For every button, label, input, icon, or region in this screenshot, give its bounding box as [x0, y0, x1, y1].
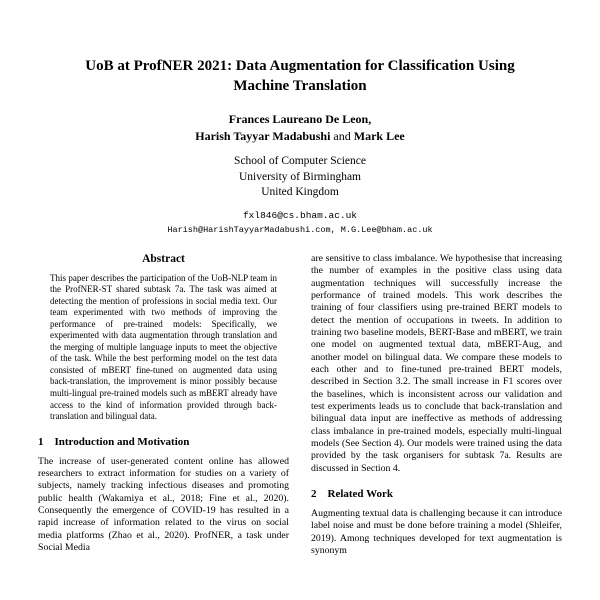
paper-title: UoB at ProfNER 2021: Data Augmentation for Classification Using Machine Translation — [85, 58, 515, 95]
section-1-number: 1 — [38, 435, 44, 448]
email-block — [38, 210, 562, 235]
section-1-title: Introduction and Motivation — [54, 435, 190, 448]
author-line-1: Frances Laureano De Leon, — [228, 111, 372, 126]
introduction-paragraph: The increase of user-generated content online has allowed researchers to extract information for studies on a variety of subjects, namely tracking infectious diseases and promoting public health (Wakamiya et al., 2018; Fine et al., 2020). Consequently the emergence of COVID-19 has resulted in a rapid increase of information related to the virus on social media platforms (Zhao et al., 2020). ProfNER, a task under Social Media — [38, 455, 289, 553]
related-work-paragraph: Augmenting textual data is challenging because it can introduce label noise and must be done before training a model (Shleifer, 2019). Among techniques developed for text augmentation is synonym — [311, 508, 562, 557]
author-block — [38, 111, 562, 146]
left-column — [38, 253, 289, 558]
section-1-heading — [38, 436, 289, 448]
author-conjunction: and — [333, 128, 351, 143]
right-column — [311, 253, 562, 558]
author-line-2 — [38, 128, 562, 145]
affiliation-university: University of Birmingham — [238, 170, 361, 183]
abstract-section — [38, 253, 289, 423]
section-2-number: 2 — [311, 488, 317, 501]
two-column-body — [38, 253, 562, 558]
email-line-1: fxl846@cs.bham.ac.uk — [242, 209, 358, 221]
section-2-title: Related Work — [327, 488, 393, 501]
abstract-text: This paper describes the participation of the UoB-NLP team in the ProfNER-ST shared subtask 7a. The task was aimed at detecting the mention of professions in social media text. Our team experimented with two methods of improving the performance of pre-trained models: Specifically, we experimented with data augmentation through translation and the merging of multiple language inputs to meet the objective of the task. While the best performing model on the test data consisted of mBERT fine-tuned on augmented data using back-translation, the improvement is minor possibly because multi-lingual pre-trained models such as mBERT already have access to the kind of information provided through back-translation and bilingual data. — [50, 272, 277, 422]
section-2-heading — [311, 488, 562, 500]
abstract-heading: Abstract — [142, 252, 185, 265]
affiliation-block — [38, 154, 562, 201]
affiliation-department: School of Computer Science — [234, 155, 366, 168]
affiliation-country: United Kingdom — [261, 186, 339, 199]
email-line-2: Harish@HarishTayyarMadabushi.com, M.G.Lee@bham.ac.uk — [167, 224, 433, 235]
author-name-3: Mark Lee — [353, 128, 405, 143]
author-name-2: Harish Tayyar Madabushi — [195, 128, 331, 143]
introduction-continuation-paragraph: are sensitive to class imbalance. We hypothesise that increasing the number of examples in the positive class using data augmentation techniques will successfully increase the performance of trained models. This work describes the training of four classifiers using pre-trained BERT models to detect the mention of occupations in tweets. In addition to training two baseline models, BERT-Base and mBERT, we train one model on augmented textual data, mBERT-Aug, and another model on bilingual data. We compare these models to each other and to fine-tuned pre-trained BERT models, described in Section 3.2. The small increase in F1 scores over the baselines, which is inconsistent across our validation and test experiments leads us to conclude that back-translation and bilingual data input are ineffective as methods of addressing class imbalance in pre-trained models, especially multi-lingual models (See Section 4). Our models were trained using the data provided by the task organisers for subtask 7a. Results are discussed in Section 4. — [311, 252, 562, 474]
